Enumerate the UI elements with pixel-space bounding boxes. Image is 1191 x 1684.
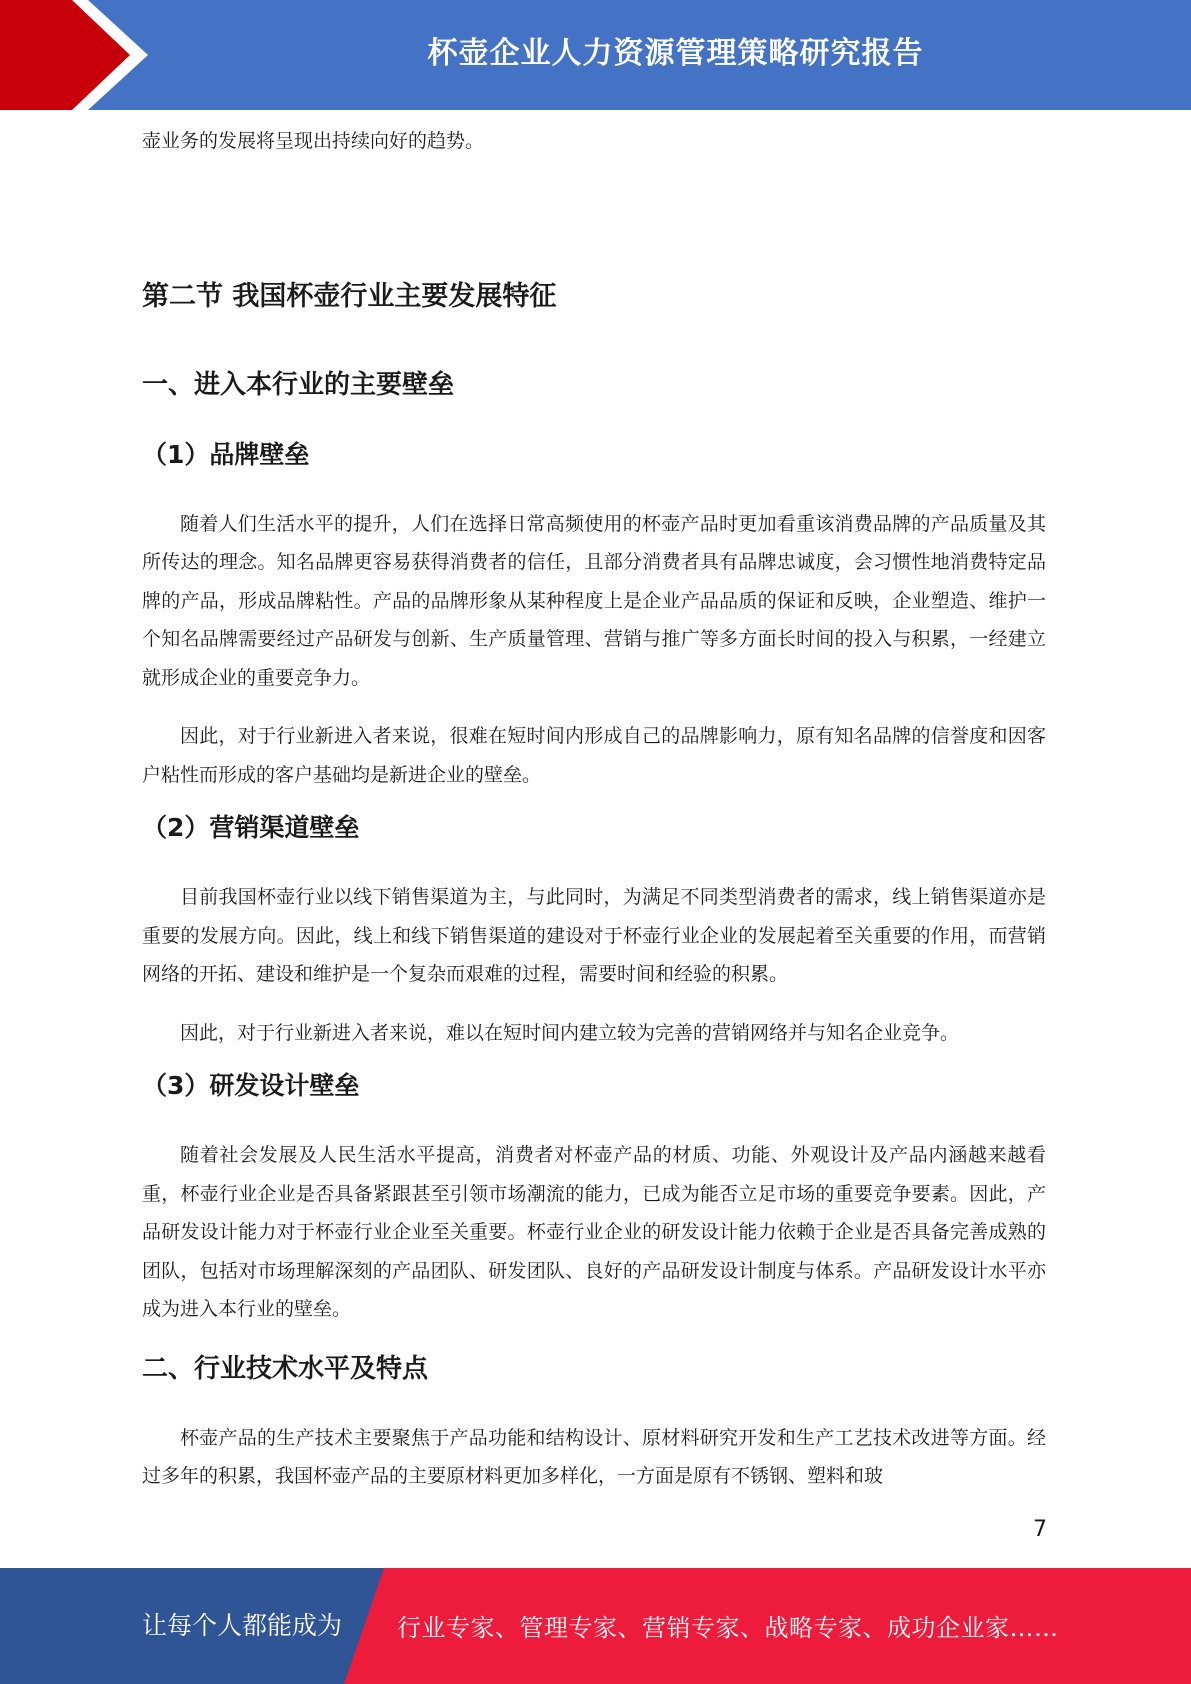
- heading-brand-barrier: （1）品牌壁垒: [142, 439, 310, 469]
- report-title: 杯壶企业人力资源管理策略研究报告: [427, 36, 924, 71]
- heading-marketing-barrier: （2）营销渠道壁垒: [142, 813, 360, 842]
- page-footer: [0, 1568, 1191, 1684]
- intro-paragraph: 壶业务的发展将呈现出持续向好的趋势。: [142, 130, 485, 152]
- heading-barriers: 一、进入本行业的主要壁垒: [142, 369, 455, 400]
- footer-slogan-left: 让每个人都能成为: [142, 1611, 343, 1640]
- marketing-paragraph-2: 因此，对于行业新进入者来说，难以在短时间内建立较为完善的营销网络并与知名企业竞争。: [180, 1021, 960, 1044]
- document-body: [142, 122, 1046, 1496]
- heading-technology: 二、行业技术水平及特点: [142, 1353, 429, 1384]
- brand-paragraph-2: 因此，对于行业新进入者来说，很难在短时间内形成自己的品牌影响力，原有知名品牌的信誉度和因客户粘性而形成的客户基础均是新进企业的壁垒。: [142, 725, 1046, 786]
- page-number: 7: [1033, 1517, 1047, 1542]
- rnd-paragraph: 随着社会发展及人民生活水平提高，消费者对杯壶产品的材质、功能、外观设计及产品内涵越来越看重，杯壶行业企业是否具备紧跟甚至引领市场潮流的能力，已成为能否立足市场的重要竞争要素。因此，产品研发设计能力对于杯壶行业企业至关重要。杯壶行业企业的研发设计能力依赖于企业是否具备完善成熟的团队，包括对市场理解深刻的产品团队、研发团队、良好的产品研发设计制度与体系。产品研发设计水平亦成为进入本行业的壁垒。: [142, 1144, 1046, 1320]
- marketing-paragraph-1: 目前我国杯壶行业以线下销售渠道为主，与此同时，为满足不同类型消费者的需求，线上销售渠道亦是重要的发展方向。因此，线上和线下销售渠道的建设对于杯壶行业企业的发展起着至关重要的作用，而营销网络的开拓、建设和维护是一个复杂而艰难的过程，需要时间和经验的积累。: [142, 886, 1046, 985]
- heading-rnd-barrier: （3）研发设计壁垒: [142, 1071, 360, 1100]
- technology-paragraph: 杯壶产品的生产技术主要聚焦于产品功能和结构设计、原材料研究开发和生产工艺技术改进等方面。经过多年的积累，我国杯壶产品的主要原材料更加多样化，一方面是原有不锈钢、塑料和玻: [142, 1426, 1046, 1487]
- brand-paragraph-1: 随着人们生活水平的提升，人们在选择日常高频使用的杯壶产品时更加看重该消费品牌的产品质量及其所传达的理念。知名品牌更容易获得消费者的信任，且部分消费者具有品牌忠诚度，会习惯性地消费特定品牌的产品，形成品牌粘性。产品的品牌形象从某种程度上是企业产品品质的保证和反映，企业塑造、维护一个知名品牌需要经过产品研发与创新、生产质量管理、营销与推广等多方面长时间的投入与积累，一经建立就形成企业的重要竞争力。: [142, 512, 1046, 689]
- footer-slogan-right: 行业专家、管理专家、营销专家、战略专家、成功企业家……: [397, 1614, 1059, 1642]
- page-header: [0, 0, 1191, 110]
- section-title: 第二节 我国杯壶行业主要发展特征: [142, 280, 557, 312]
